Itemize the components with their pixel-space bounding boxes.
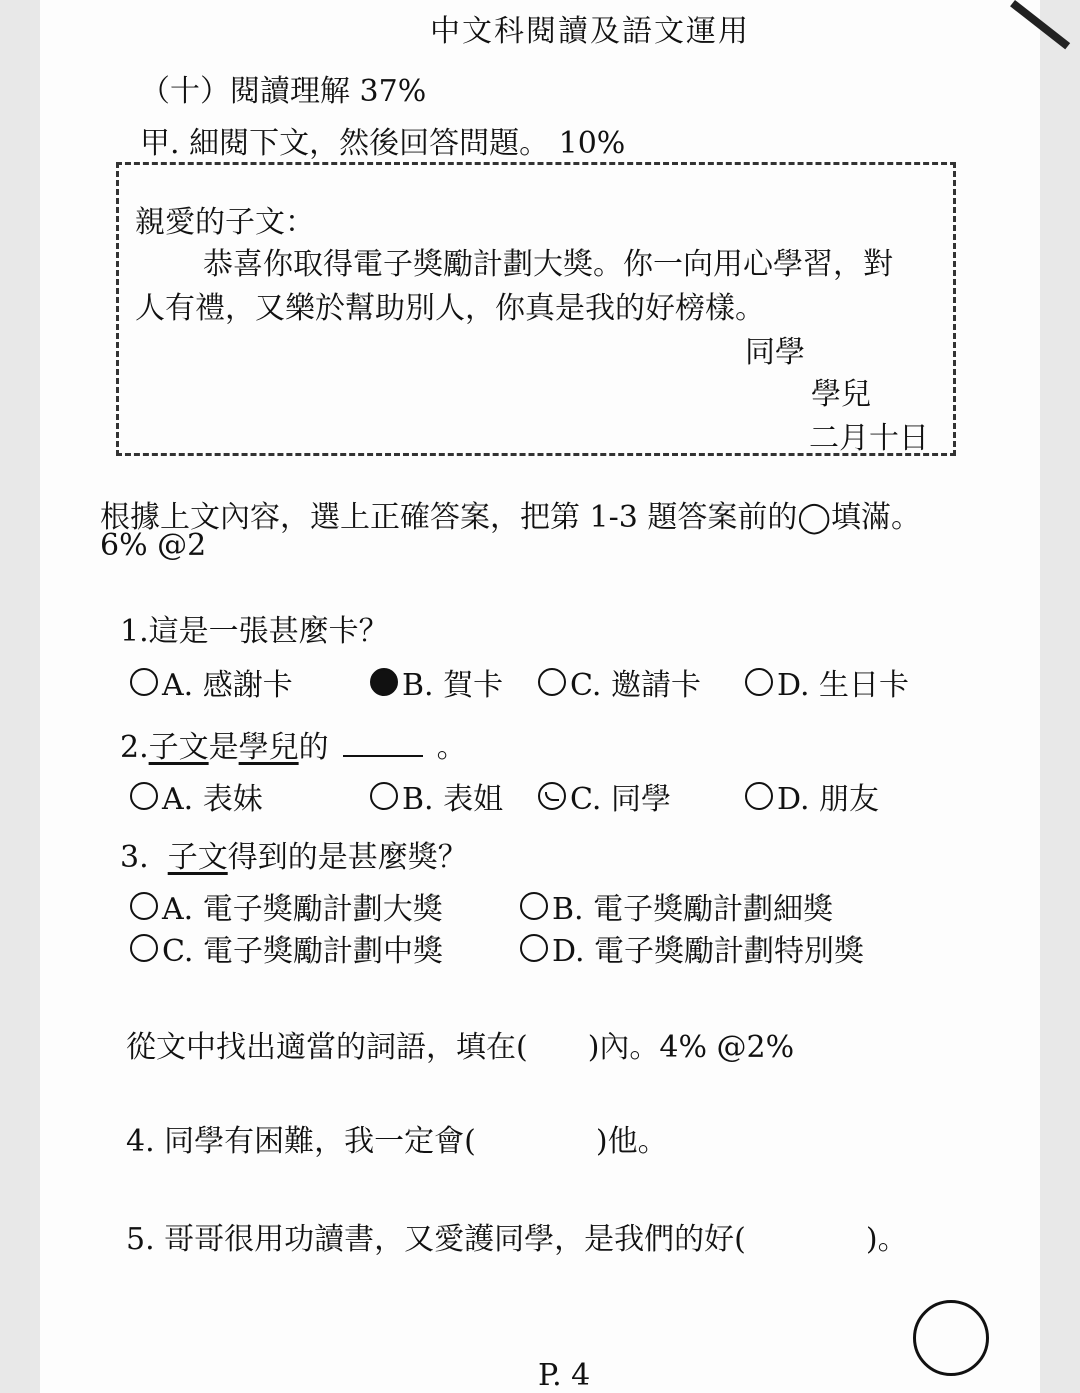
question-text: 同學有困難，我一定會( )他。: [164, 1124, 668, 1159]
name-underlined: 學兒: [238, 730, 299, 765]
mc-marks: 6% @2: [100, 528, 207, 563]
option-label: B. 賀卡: [402, 668, 504, 703]
question-number: 3.: [120, 840, 149, 875]
answer-bubble[interactable]: [130, 668, 158, 696]
answer-bubble[interactable]: [520, 892, 548, 920]
q3-option-d[interactable]: [520, 926, 864, 970]
q2-option-a[interactable]: [130, 774, 263, 818]
option-label: D. 電子獎勵計劃特別獎: [552, 934, 865, 969]
option-label: D. 朋友: [777, 782, 880, 817]
fill-instructions: 從文中找出適當的詞語，填在( )內。4% @2%: [126, 1030, 795, 1065]
answer-bubble[interactable]: [130, 782, 158, 810]
q1-option-c[interactable]: [538, 660, 701, 704]
answer-bubble[interactable]: [520, 934, 548, 962]
question-text: 是: [208, 730, 239, 765]
score-circle: [913, 1300, 989, 1376]
part-heading: 甲. 細閱下文，然後回答問題。 10%: [140, 126, 626, 161]
option-label: D. 生日卡: [777, 668, 910, 703]
q1-option-a[interactable]: [130, 660, 293, 704]
option-label: A. 電子獎勵計劃大獎: [162, 892, 443, 927]
question-4[interactable]: [126, 1116, 668, 1160]
answer-bubble[interactable]: [745, 668, 773, 696]
question-text: 這是一張甚麼卡？: [148, 614, 389, 649]
option-label: C. 電子獎勵計劃中獎: [162, 934, 443, 969]
name-underlined: 子文: [167, 840, 228, 875]
q3-option-c[interactable]: [130, 926, 443, 970]
corner-staple-mark: [1010, 0, 1070, 49]
question-text: 哥哥很用功讀書，又愛護同學，是我們的好( )。: [164, 1222, 908, 1257]
name-underlined: 子文: [148, 730, 209, 765]
option-label: A. 感謝卡: [162, 668, 293, 703]
page-title: 中文科閱讀及語文運用: [430, 14, 750, 49]
option-label: B. 表姐: [402, 782, 504, 817]
question-number: 5.: [126, 1222, 155, 1257]
answer-bubble[interactable]: [130, 892, 158, 920]
question-1: [120, 606, 389, 650]
q2-option-d[interactable]: [745, 774, 879, 818]
option-label: C. 邀請卡: [570, 668, 701, 703]
letter-sign-name: 學兒: [811, 377, 871, 412]
page-number: P. 4: [538, 1358, 591, 1393]
letter-line-2: 人有禮，又樂於幫助別人，你真是我的好榜樣。: [135, 291, 765, 326]
answer-bubble[interactable]: [745, 782, 773, 810]
q3-option-a[interactable]: [130, 884, 443, 928]
option-label: C. 同學: [570, 782, 671, 817]
question-text: 。: [436, 730, 467, 765]
answer-bubble-filled[interactable]: [370, 668, 398, 696]
letter-line-1: 恭喜你取得電子獎勵計劃大獎。你一向用心學習，對: [203, 247, 893, 282]
question-3: [120, 832, 468, 876]
question-5[interactable]: [126, 1214, 908, 1258]
mc-instructions: 根據上文內容，選上正確答案，把第 1-3 題答案前的◯填滿。: [100, 500, 921, 535]
question-number: 2.: [120, 730, 149, 765]
q1-option-d[interactable]: [745, 660, 909, 704]
answer-blank[interactable]: [343, 731, 423, 757]
question-number: 1.: [120, 614, 149, 649]
letter-greeting: 親愛的子文：: [135, 205, 315, 240]
answer-bubble[interactable]: [538, 668, 566, 696]
section-heading: （十）閱讀理解 37%: [140, 74, 427, 109]
q2-option-b[interactable]: [370, 774, 503, 818]
letter-box: [116, 162, 956, 456]
question-2: [120, 722, 467, 766]
answer-bubble[interactable]: [130, 934, 158, 962]
question-number: 4.: [126, 1124, 155, 1159]
question-text: 得到的是甚麼獎？: [227, 840, 468, 875]
q1-option-b[interactable]: [370, 660, 503, 704]
option-label: A. 表妹: [162, 782, 263, 817]
option-label: B. 電子獎勵計劃細獎: [552, 892, 834, 927]
question-text: 的: [298, 730, 329, 765]
letter-date: 二月十日: [809, 421, 929, 456]
q2-option-c[interactable]: [538, 774, 671, 818]
q3-option-b[interactable]: [520, 884, 833, 928]
letter-sign-relation: 同學: [745, 335, 805, 370]
answer-bubble-marked[interactable]: [538, 782, 566, 810]
answer-bubble[interactable]: [370, 782, 398, 810]
